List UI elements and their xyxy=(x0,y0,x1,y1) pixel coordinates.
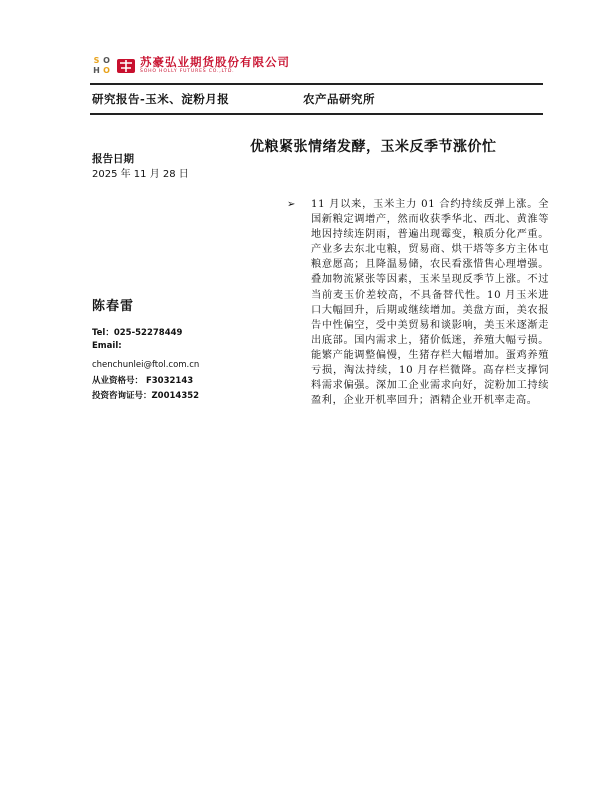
soho-letter: S xyxy=(93,56,100,65)
soho-letter: O xyxy=(103,56,110,65)
soho-letter: H xyxy=(93,66,100,75)
bullet-arrow-icon: ➢ xyxy=(287,199,296,210)
soho-letter: O xyxy=(103,66,110,75)
summary-block xyxy=(287,197,549,408)
department: 农产品研究所 xyxy=(303,92,375,106)
header-top-rule xyxy=(90,83,543,85)
company-logo xyxy=(92,56,290,75)
analyst-email-label: Email: xyxy=(92,341,122,351)
report-type: 研究报告-玉米、淀粉月报 xyxy=(92,92,230,106)
analyst-consult-license: 投资咨询证号：Z0014352 xyxy=(92,391,200,401)
analyst-email[interactable]: chenchunlei@ftol.com.cn xyxy=(92,360,200,370)
analyst-name: 陈春雷 xyxy=(92,299,135,314)
report-date-label: 报告日期 xyxy=(92,153,134,165)
soho-mark xyxy=(92,56,111,75)
company-name-en: SOHO HOLLY FUTURES CO.,LTD. xyxy=(140,69,235,74)
report-title: 优粮紧张情绪发酵，玉米反季节涨价忙 xyxy=(250,139,497,155)
header-bottom-rule xyxy=(90,113,543,115)
report-date-value: 2025 年 11 月 28 日 xyxy=(92,169,189,180)
company-name-cn: 苏豪弘业期货股份有限公司 xyxy=(140,55,290,69)
analyst-tel: Tel：025-52278449 xyxy=(92,328,183,338)
analyst-license: 从业资格号： F3032143 xyxy=(92,376,194,386)
summary-text: 11 月以来，玉米主力 01 合约持续反弹上涨。全国新粮定调增产，然而收获季华北、西北、黄淮等地因持续连阴雨，普遍出现霉变，粮质分化严重。产业多去东北屯粮，贸易商、烘干塔等多方主体屯粮意愿高；且降温易储，农民看涨惜售心理增强。叠加物流紧张等因素，玉米呈现反季节上涨。不过当前麦玉价差较高，不具备替代性。10 月玉米进口大幅回升，后期或继续增加。美盘方面，美农报告中性偏空，受中美贸易和谈影响，美玉米逐渐走出底部。国内需求上，猪价低迷，养殖大幅亏损。能繁产能调整偏慢，生猪存栏大幅增加。蛋鸡养殖亏损，淘汰持续，10 月存栏微降。高存栏支撑饲料需求偏强。深加工企业需求向好，淀粉加工持续盈利，企业开机率回升；酒精企业开机率走高。 xyxy=(311,199,549,407)
hat-logo-icon xyxy=(116,57,136,75)
